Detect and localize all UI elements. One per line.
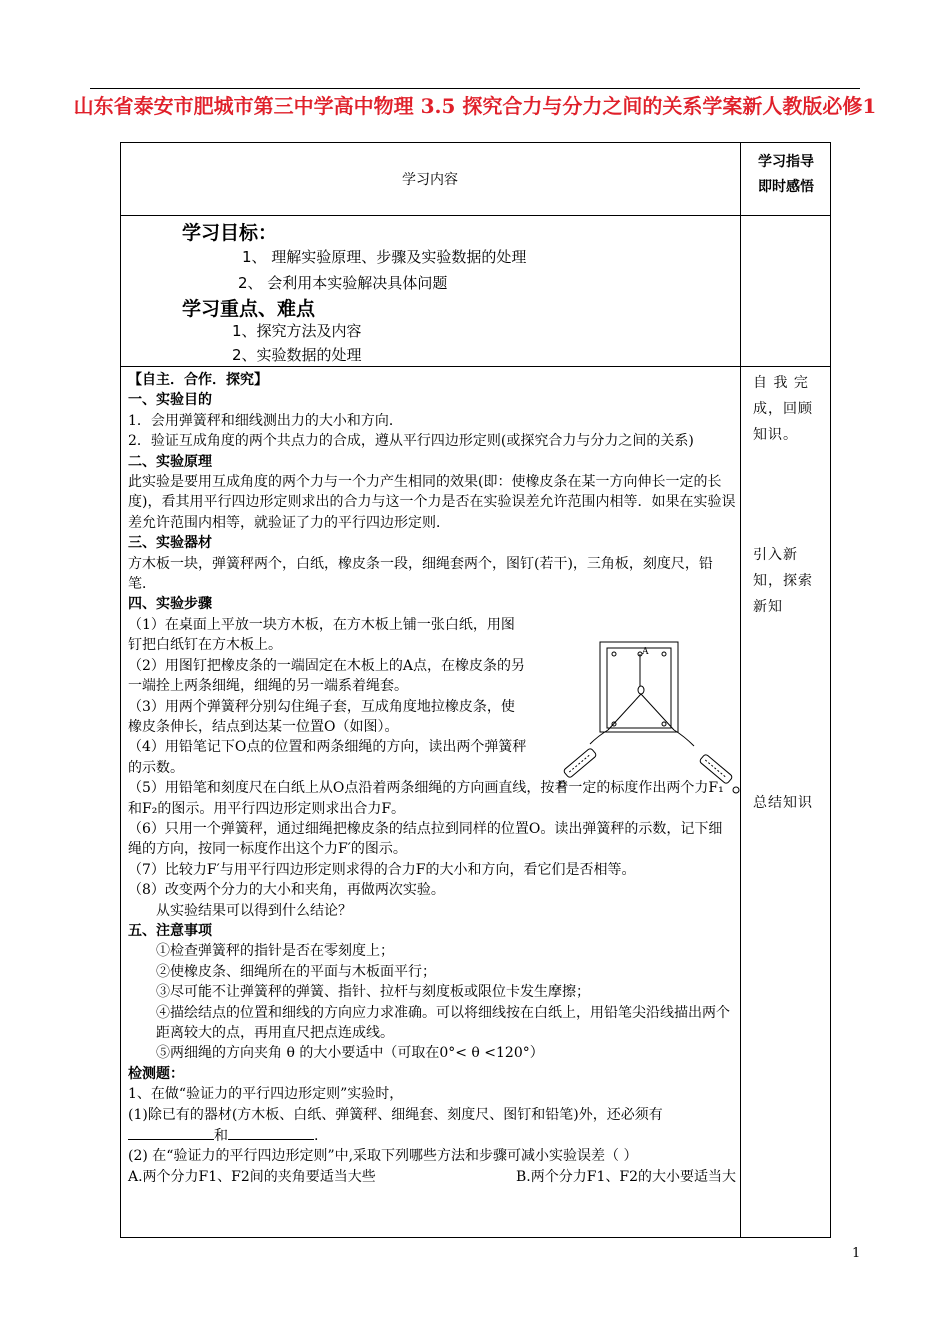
step-item: （1）在桌面上平放一块方木板，在方木板上铺一张白纸，用图钉把白纸钉在方木板上。 — [128, 616, 515, 654]
section-heading: 三、实验器材 — [128, 535, 212, 552]
note-item: ①检查弹簧秤的指针是否在零刻度上； — [156, 943, 394, 960]
goal-item: 2、 会利用本实验解决具体问题 — [238, 274, 448, 292]
section-label: 【自主．合作．探究】 — [128, 372, 268, 388]
document-title: 山东省泰安市肥城市第三中学高中物理 3.5 探究合力与分力之间的关系学案新人教版必修1 — [73, 94, 877, 118]
spring-scale-right-icon — [699, 754, 739, 793]
step-item: 从实验结果可以得到什么结论？ — [156, 902, 352, 919]
section-heading: 一、实验目的 — [128, 392, 212, 409]
step-item: （5）用铅笔和刻度尺在白纸上从O点沿着两条细绳的方向画直线，按着一定的标度作出两个力F₁和F₂的图示。用平行四边形定则求出合力F。 — [128, 780, 724, 817]
point-a-label: A — [642, 647, 649, 657]
goals-heading: 学习目标： — [182, 222, 278, 244]
section-heading: 二、实验原理 — [128, 453, 212, 470]
question: 1、在做“验证力的平行四边形定则”实验时， — [128, 1086, 404, 1103]
string-right — [641, 694, 674, 730]
pin-icon — [662, 652, 666, 656]
and-text: 和 — [214, 1128, 228, 1145]
answer-blank[interactable] — [128, 1125, 214, 1140]
side-note: 引入新知，探索新知 — [753, 547, 813, 615]
header-guidance — [741, 150, 831, 200]
answer-blank[interactable] — [228, 1125, 314, 1140]
key-point-item: 2、实验数据的处理 — [232, 346, 362, 364]
step-item: （6）只用一个弹簧秤，通过细绳把橡皮条的结点拉到同样的位置O。读出弹簧秤的示数，记下细绳的方向，按同一标度作出这个力F′的图示。 — [128, 820, 723, 858]
experiment-figure — [550, 640, 750, 816]
note-item: ④描绘结点的位置和细线的方向应力求准确。可以将细线按在白纸上，用铅笔尖沿线描出两个距离较大的点，再用直尺把点连成线。 — [156, 1004, 730, 1041]
spring-scale-left-icon — [559, 748, 597, 787]
paragraph: 2．验证互成角度的两个共点力的合成，遵从平行四边形定则(或探究合力与分力之间的关系) — [128, 433, 694, 450]
side-note: 总结知识 — [753, 795, 813, 811]
note-item: ⑤两细绳的方向夹角 θ 的大小要适中（可取在0°< θ <120°） — [156, 1045, 544, 1062]
step-item: （7）比较力F′与用平行四边形定则求得的合力F的大小和方向，看它们是否相等。 — [128, 861, 636, 878]
string-left-ext — [590, 730, 608, 744]
step-item: （3）用两个弹簧秤分别勾住绳子套，互成角度地拉橡皮条，使橡皮条伸长，结点到达某一位置O（如图）。 — [128, 698, 515, 735]
page-number: 1 — [852, 1246, 861, 1261]
section-heading: 五、注意事项 — [128, 922, 212, 939]
goal-item: 1、 理解实验原理、步骤及实验数据的处理 — [242, 248, 527, 266]
learning-goals — [120, 216, 740, 366]
string-left — [608, 694, 641, 730]
paragraph: 此实验是要用互成角度的两个力与一个力产生相同的效果(即：使橡皮条在某一方向伸长一定的长度)，看其用平行四边形定则求出的合力与这一个力是否在实验误差允许范围内相等．如果在实验误差允许范围内相等，就验证了力的平行四边形定则． — [128, 474, 736, 531]
study-table — [120, 142, 831, 1238]
pin-icon — [662, 722, 666, 726]
section-heading: 检测题： — [128, 1065, 184, 1082]
paragraph: 1．会用弹簧秤和细线测出力的大小和方向． — [128, 412, 403, 429]
steps-with-figure — [128, 615, 528, 778]
header-guidance-line2: 即时感悟 — [758, 179, 814, 195]
question-part: (2) 在“验证力的平行四边形定则”中,采取下列哪些方法和步骤可减小实验误差（ ） — [128, 1148, 638, 1165]
pin-icon — [612, 652, 616, 656]
note-item: ②使橡皮条、细绳所在的平面与木板面平行； — [156, 963, 436, 980]
option-a: A.两个分力F1、F2间的夹角要适当大些 — [128, 1168, 376, 1185]
table-row-line — [120, 366, 831, 367]
header-learning-content: 学习内容 — [402, 171, 458, 188]
string-right-ext — [674, 730, 694, 746]
step-item: （2）用图钉把橡皮条的一端固定在木板上的A点，在橡皮条的另一端拴上两条细绳，细绳的另一端系着绳套。 — [128, 657, 526, 695]
question-part-text: (1)除已有的器材(方木板、白纸、弹簧秤、细绳套、刻度尺、图钉和铅笔)外，还必须有 — [128, 1106, 663, 1123]
section-heading: 四、实验步骤 — [128, 596, 212, 613]
header-guidance-line1: 学习指导 — [758, 154, 814, 170]
question-part: (1)除已有的器材(方木板、白纸、弹簧秤、细绳套、刻度尺、图钉和铅笔)外，还必须有和 . — [128, 1106, 663, 1145]
table-border-right — [830, 142, 831, 1238]
step-item: （4）用铅笔记下O点的位置和两条细绳的方向，读出两个弹簧秤的示数。 — [128, 739, 527, 776]
key-point-item: 1、探究方法及内容 — [232, 322, 362, 340]
option-b: B.两个分力F1、F2的大小要适当大 — [516, 1168, 736, 1185]
key-points-heading: 学习重点、难点 — [182, 298, 316, 320]
top-rule — [90, 88, 860, 89]
side-note: 自 我 完 成，回顾知识。 — [753, 375, 813, 443]
paragraph: 方木板一块，弹簧秤两个，白纸，橡皮条一段，细绳套两个，图钉(若干)，三角板，刻度尺，铅笔． — [128, 555, 713, 593]
note-item: ③尽可能不让弹簧秤的弹簧、指针、拉杆与刻度板或限位卡发生摩擦； — [156, 984, 590, 1001]
knot-o-icon — [638, 686, 644, 694]
step-item: （8）改变两个分力的大小和夹角，再做两次实验。 — [128, 882, 445, 899]
table-border-bottom — [120, 1237, 831, 1238]
options-row — [128, 1167, 736, 1187]
